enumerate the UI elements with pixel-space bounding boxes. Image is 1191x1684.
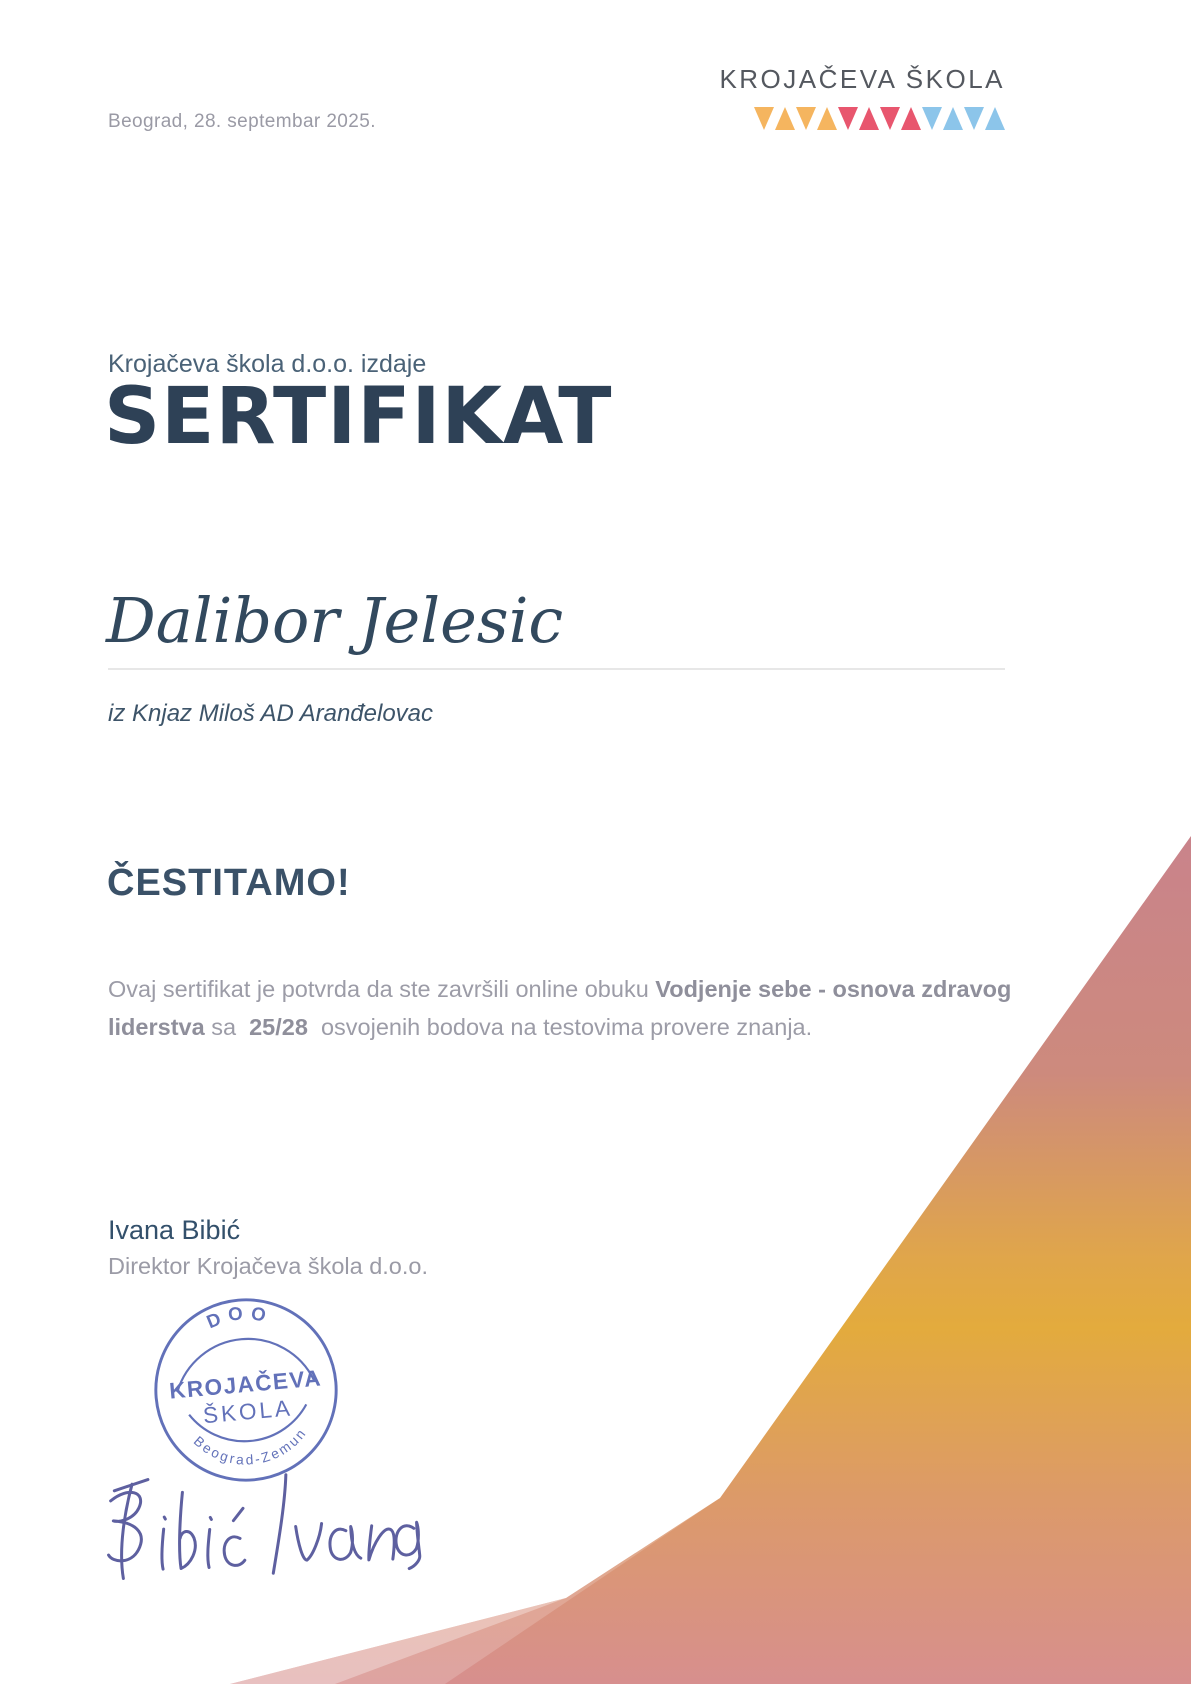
logo-triangle [880, 107, 900, 130]
logo-triangle [817, 107, 837, 130]
body-segment: Vodjenje sebe - osnova zdravog liderstva [108, 975, 1018, 1040]
stamp-center-line1: KROJAČEVA [168, 1365, 323, 1404]
name-underline [108, 668, 1005, 670]
certificate-title: SERTIFIKAT [104, 372, 613, 462]
logo-triangle [859, 107, 879, 130]
logo-triangle [901, 107, 921, 130]
logo-triangle [754, 107, 774, 130]
logo-triangle [775, 107, 795, 130]
logo-triangle [964, 107, 984, 130]
logo-triangle [838, 107, 858, 130]
signatory-name: Ivana Bibić [108, 1215, 241, 1245]
stamp-bottom-text: Beograd-Zemun [190, 1424, 310, 1468]
body-segment: sa [204, 1013, 250, 1040]
company-stamp [148, 1292, 344, 1488]
body-segment: 25/28 [249, 1013, 308, 1040]
stamp-center-line2: ŠKOLA [202, 1395, 294, 1429]
recipient-company: iz Knjaz Miloš AD Aranđelovac [108, 700, 434, 727]
logo-triangle-band-icon [754, 106, 1006, 132]
body-segment: Ovaj sertifikat je potvrda da ste završili online obuku [108, 975, 656, 1002]
recipient-name: Dalibor Jelesic [106, 584, 564, 657]
date-location: Beograd, 28. septembar 2025. [108, 111, 376, 132]
signatory-title: Direktor Krojačeva škola d.o.o. [108, 1253, 429, 1279]
logo-triangle [796, 107, 816, 130]
body-segment: osvojenih bodova na testovima provere znanja. [307, 1013, 813, 1040]
congrats-heading: ČESTITAMO! [107, 862, 351, 904]
certificate-body [108, 970, 1058, 1046]
logo-triangle [985, 107, 1005, 130]
issuer-line: Krojačeva škola d.o.o. izdaje [108, 350, 427, 378]
logo-wordmark: KROJAČEVA ŠKOLA [719, 64, 1005, 94]
handwritten-signature [92, 1462, 422, 1612]
stamp-top-text: DOO [203, 1301, 275, 1333]
logo-triangle [922, 107, 942, 130]
logo-triangle [943, 107, 963, 130]
